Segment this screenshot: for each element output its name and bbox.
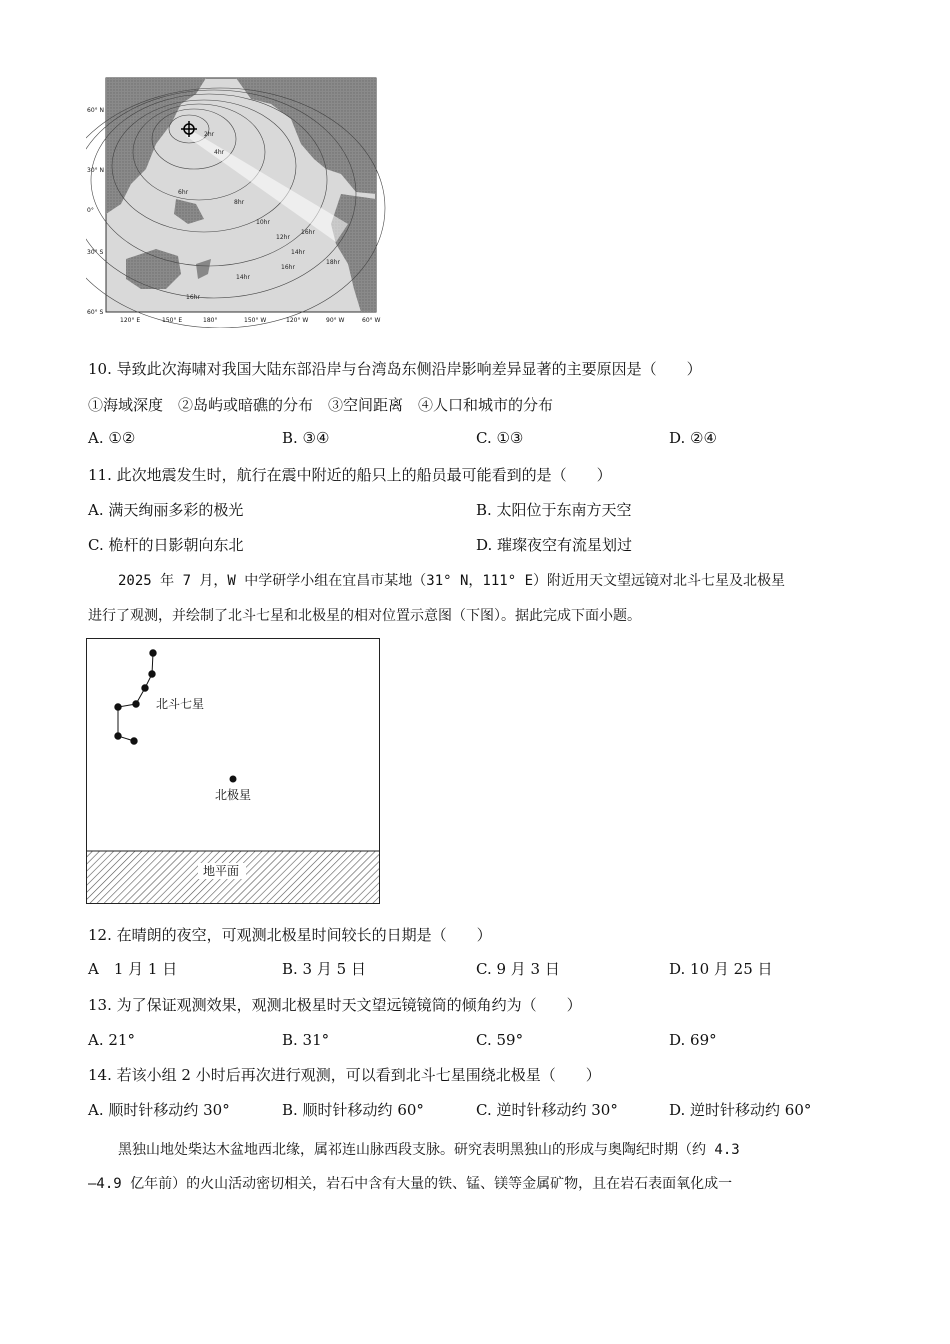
map-lon-label: 60° W [362, 317, 381, 324]
dipper-label: 北斗七星 [156, 697, 205, 711]
map-contour-label: 10hr [256, 219, 270, 226]
q13-stem: 13. 为了保证观测效果，观测北极星时天文望远镜镜筒的倾角约为（ ） [88, 996, 582, 1014]
map-lon-label: 180° [203, 317, 218, 324]
q14-option-b[interactable]: B. 顺时针移动约 60° [282, 1101, 424, 1119]
map-contour-label: 4hr [214, 149, 225, 156]
q10-items: ①海域深度 ②岛屿或暗礁的分布 ③空间距离 ④人口和城市的分布 [88, 396, 554, 414]
map-lon-label: 120° W [286, 317, 309, 324]
map-lon-label: 90° W [326, 317, 345, 324]
map-lon-label: 150° E [162, 317, 183, 324]
tsunami-travel-time-map [86, 74, 386, 328]
passage2-line2: 进行了观测，并绘制了北斗七星和北极星的相对位置示意图（下图）。据此完成下面小题。 [88, 608, 641, 624]
map-lon-label: 120° E [120, 317, 141, 324]
q11-option-b[interactable]: B. 太阳位于东南方天空 [476, 501, 632, 519]
polaris-label: 北极星 [215, 788, 252, 802]
q14-option-c[interactable]: C. 逆时针移动约 30° [476, 1101, 618, 1119]
map-contour-label: 12hr [276, 234, 290, 241]
q10-option-d[interactable]: D. ②④ [669, 429, 717, 447]
q10-option-b[interactable]: B. ③④ [282, 429, 330, 447]
q13-option-c[interactable]: C. 59° [476, 1031, 524, 1049]
q14-option-a[interactable]: A. 顺时针移动约 30° [88, 1101, 230, 1119]
map-contour-label: 8hr [234, 199, 245, 206]
map-lat-label: 30° N [87, 167, 105, 174]
q13-option-a[interactable]: A. 21° [88, 1031, 135, 1049]
map-contour-label: 16hr [301, 229, 315, 236]
big-dipper-polaris-diagram [86, 638, 380, 904]
map-lat-label: 0° [87, 207, 94, 214]
map-contour-label: 16hr [281, 264, 295, 271]
q12-option-a[interactable]: A 1 月 1 日 [88, 960, 178, 978]
map-contour-label: 14hr [291, 249, 305, 256]
map-lat-label: 60° N [87, 107, 105, 114]
q13-option-d[interactable]: D. 69° [669, 1031, 717, 1049]
map-contour-label: 14hr [236, 274, 250, 281]
map-contour-label: 18hr [326, 259, 340, 266]
passage3-line1: 黑独山地处柴达木盆地西北缘，属祁连山脉西段支脉。研究表明黑独山的形成与奥陶纪时期（约 4.3 [118, 1142, 740, 1158]
q11-option-c[interactable]: C. 桅杆的日影朝向东北 [88, 536, 244, 554]
ground-label: 地平面 [203, 864, 240, 878]
q12-option-c[interactable]: C. 9 月 3 日 [476, 960, 560, 978]
q10-option-a[interactable]: A. ①② [88, 429, 136, 447]
map-lat-label: 60° S [87, 309, 104, 316]
q12-stem: 12. 在晴朗的夜空，可观测北极星时间较长的日期是（ ） [88, 926, 492, 944]
passage3-line2: —4.9 亿年前）的火山活动密切相关，岩石中含有大量的铁、锰、镁等金属矿物，且在岩石表面氧化成一 [88, 1176, 733, 1192]
q14-stem: 14. 若该小组 2 小时后再次进行观测，可以看到北斗七星围绕北极星（ ） [88, 1066, 601, 1084]
polaris-star [230, 776, 237, 783]
passage2-line1: 2025 年 7 月，W 中学研学小组在宜昌市某地（31° N，111° E）附近用天文望远镜对北斗七星及北极星 [118, 573, 786, 589]
map-contour-label: 6hr [178, 189, 189, 196]
map-contour-label: 16hr [186, 294, 200, 301]
q13-option-b[interactable]: B. 31° [282, 1031, 330, 1049]
q11-stem: 11. 此次地震发生时，航行在震中附近的船只上的船员最可能看到的是（ ） [88, 466, 612, 484]
map-contour-label: 2hr [204, 131, 215, 138]
q12-option-b[interactable]: B. 3 月 5 日 [282, 960, 366, 978]
q10-option-c[interactable]: C. ①③ [476, 429, 524, 447]
q11-option-d[interactable]: D. 璀璨夜空有流星划过 [476, 536, 633, 554]
q10-stem: 10. 导致此次海啸对我国大陆东部沿岸与台湾岛东侧沿岸影响差异显著的主要原因是（ ） [88, 360, 702, 378]
map-lon-label: 150° W [244, 317, 267, 324]
map-lat-label: 30° S [87, 249, 104, 256]
q11-option-a[interactable]: A. 满天绚丽多彩的极光 [88, 501, 244, 519]
q14-option-d[interactable]: D. 逆时针移动约 60° [669, 1101, 812, 1119]
q12-option-d[interactable]: D. 10 月 25 日 [669, 960, 773, 978]
